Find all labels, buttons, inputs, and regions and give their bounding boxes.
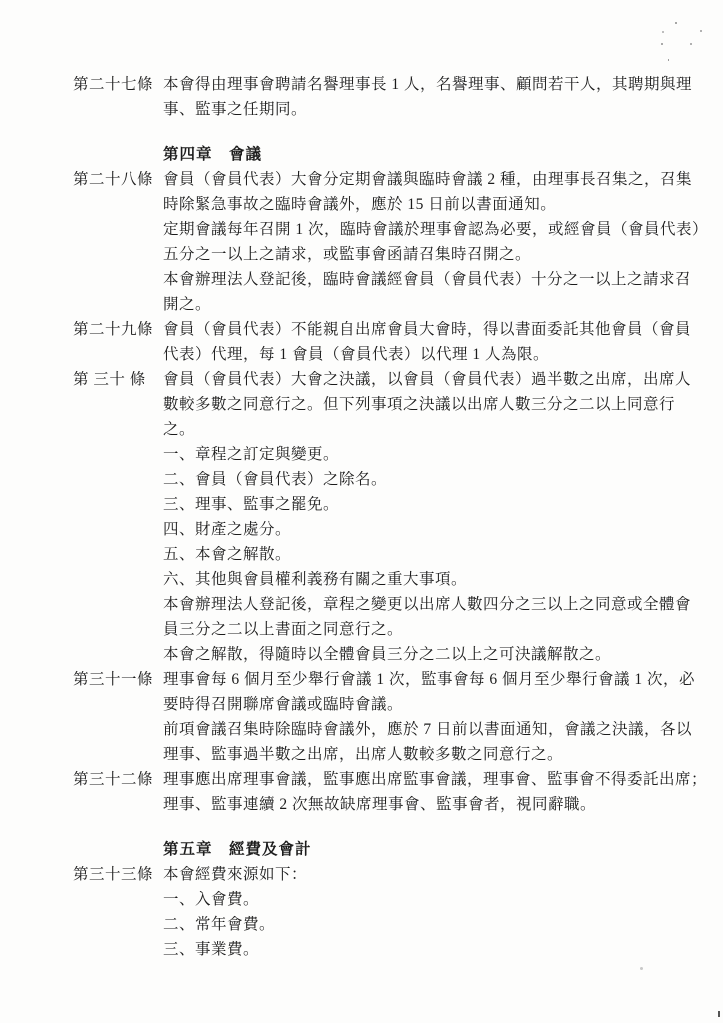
article-text-line: 員三分之二以上書面之同意行之。 — [163, 621, 404, 638]
article-text-line: 二、常年會費。 — [163, 916, 276, 933]
article-text-line: 本會得由理事會聘請名譽理事長 1 人，名譽理事、顧問若干人，其聘期與理 — [163, 76, 693, 93]
article — [73, 167, 709, 317]
article-text-line: 本會之解散，得隨時以全體會員三分之二以上之可決議解散之。 — [163, 646, 612, 663]
article-text-line: 六、其他與會員權利義務有關之重大事項。 — [163, 571, 468, 588]
article-text-line: 會員（會員代表）不能親自出席會員大會時，得以書面委託其他會員（會員 — [163, 321, 692, 338]
article-number: 第 三十 條 — [73, 371, 146, 388]
article-text-line: 三、事業費。 — [163, 941, 260, 958]
article-text-line: 本會辦理法人登記後，臨時會議經會員（會員代表）十分之一以上之請求召 — [163, 271, 692, 288]
article-number: 第二十九條 — [73, 321, 154, 338]
article — [73, 317, 692, 367]
article-text-line: 會員（會員代表）大會分定期會議與臨時會議 2 種，由理事長召集之，召集 — [163, 171, 693, 188]
article-text-line: 理事、監事連續 2 次無故缺席理事會、監事會者，視同辭職。 — [163, 796, 597, 813]
article-text-line: 之。 — [163, 421, 196, 438]
article-text-line: 本會辦理法人登記後，章程之變更以出席人數四分之三以上之同意或全體會 — [163, 596, 692, 613]
article-text-line: 一、章程之訂定與變更。 — [163, 446, 340, 463]
chapter-heading: 第四章 會議 — [163, 146, 263, 163]
article-number: 第三十一條 — [73, 671, 154, 688]
scan-speck — [640, 967, 643, 970]
article-body — [163, 367, 692, 667]
article-text-line: 開之。 — [163, 296, 212, 313]
scan-speck — [700, 30, 702, 32]
article-text-line: 代表）代理，每 1 會員（會員代表）以代理 1 人為限。 — [163, 346, 550, 363]
article — [73, 767, 708, 817]
article-text-line: 理事應出席理事會議，監事應出席監事會議，理事會、監事會不得委託出席； — [163, 771, 708, 788]
article — [73, 667, 696, 767]
article-body — [163, 167, 709, 317]
article — [73, 862, 683, 962]
article-body — [163, 667, 696, 767]
article — [73, 72, 693, 122]
article-body — [163, 862, 683, 962]
article-text-line: 理事會每 6 個月至少舉行會議 1 次，監事會每 6 個月至少舉行會議 1 次，必 — [163, 671, 696, 688]
article-text-line: 理事、監事過半數之出席，出席人數較多數之同意行之。 — [163, 746, 564, 763]
article-body — [163, 72, 693, 122]
scan-speck — [668, 59, 669, 61]
article-text-line: 一、入會費。 — [163, 891, 260, 908]
article-text-line: 時除緊急事故之臨時會議外，應於 15 日前以書面通知。 — [163, 196, 557, 213]
article-text-line: 本會經費來源如下： — [163, 866, 308, 883]
article-text-line: 三、理事、監事之罷免。 — [163, 496, 340, 513]
article-text-line: 五分之一以上之請求，或監事會函請召集時召開之。 — [163, 246, 532, 263]
scan-speck — [661, 43, 663, 45]
scan-speck — [718, 1011, 720, 1017]
article-body — [163, 767, 708, 817]
chapter-heading: 第五章 經費及會計 — [163, 841, 312, 858]
article-text-line: 前項會議召集時除臨時會議外，應於 7 日前以書面通知，會議之決議，各以 — [163, 721, 693, 738]
document-content — [73, 72, 709, 962]
scan-speck — [690, 43, 692, 45]
article-number: 第二十八條 — [73, 171, 154, 188]
scan-speck — [662, 31, 664, 33]
article-number: 第三十三條 — [73, 866, 154, 883]
scan-speck — [675, 22, 677, 24]
article-text-line: 四、財產之處分。 — [163, 521, 292, 538]
article-text-line: 二、會員（會員代表）之除名。 — [163, 471, 388, 488]
article-body — [163, 317, 692, 367]
article-text-line: 會員（會員代表）大會之決議，以會員（會員代表）過半數之出席，出席人 — [163, 371, 692, 388]
article — [73, 367, 692, 667]
article-text-line: 要時得召開聯席會議或臨時會議。 — [163, 696, 404, 713]
article-text-line: 事、監事之任期同。 — [163, 101, 308, 118]
article-number: 第二十七條 — [73, 76, 154, 93]
article-number: 第三十二條 — [73, 771, 154, 788]
article-text-line: 數較多數之同意行之。但下列事項之決議以出席人數三分之二以上同意行 — [163, 396, 676, 413]
article-text-line: 五、本會之解散。 — [163, 546, 292, 563]
article-text-line: 定期會議每年召開 1 次，臨時會議於理事會認為必要，或經會員（會員代表） — [163, 221, 709, 238]
